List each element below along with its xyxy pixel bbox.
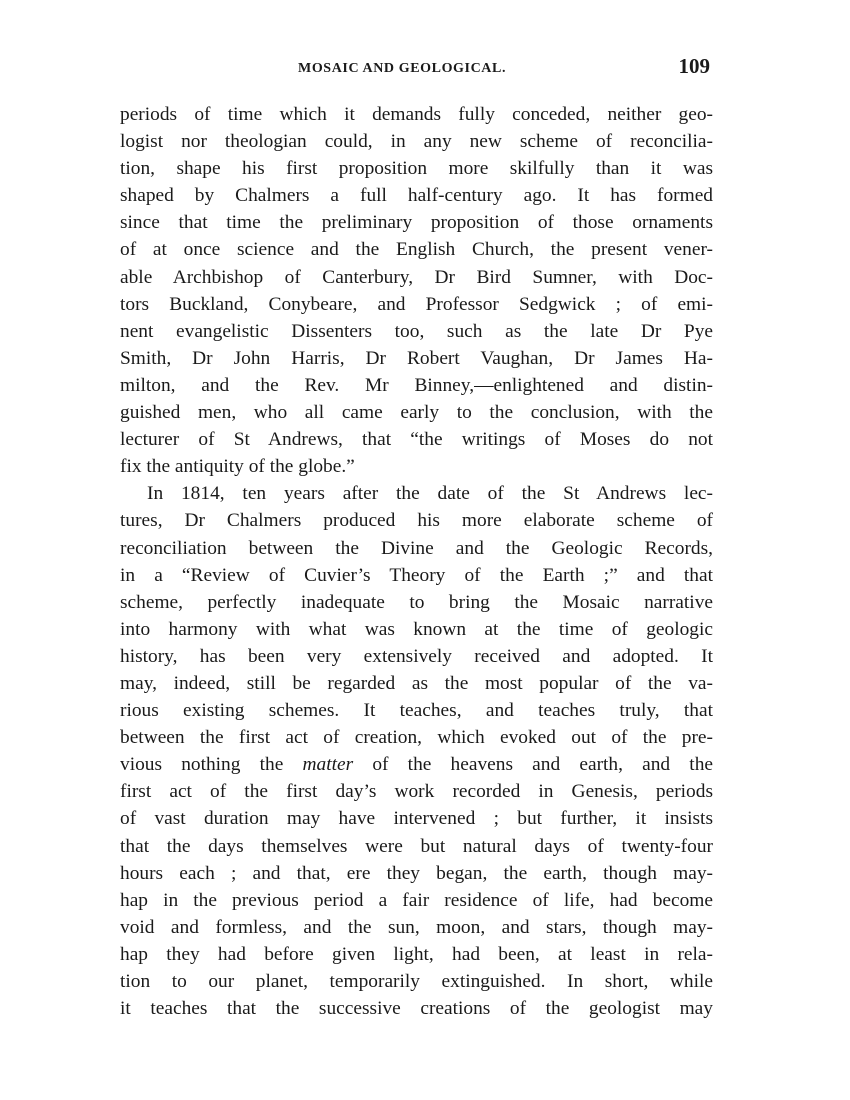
text-line: Smith, Dr John Harris, Dr Robert Vaughan, Dr James Ha- [120, 347, 713, 369]
text-line: void and formless, and the sun, moon, and stars, though may- [120, 916, 713, 938]
text-line: tion to our planet, temporarily extinguished. In short, while [120, 971, 713, 992]
text-line: In 1814, ten years after the date of the St Andrews lec- [147, 483, 713, 505]
text-line: history, has been very extensively received and adopted. It [120, 645, 713, 667]
text-line: guished men, who all came early to the conclusion, with the [120, 402, 713, 424]
emphasis-text: matter [302, 754, 354, 776]
text-line: since that time the preliminary proposition of those ornaments [120, 212, 713, 234]
text-line: that the days themselves were but natural days of twenty-four [120, 835, 713, 857]
text-line: tures, Dr Chalmers produced his more elaborate scheme of [120, 510, 713, 532]
text-line: able Archbishop of Canterbury, Dr Bird Sumner, with Doc- [120, 266, 713, 288]
text-line: may, indeed, still be regarded as the most popular of the va- [120, 672, 713, 694]
text-segment: of the heavens and earth, and the [372, 754, 713, 776]
text-line: hours each ; and that, ere they began, the earth, though may- [120, 862, 713, 884]
text-line: nent evangelistic Dissenters too, such as the late Dr Pye [120, 320, 713, 342]
running-title: MOSAIC AND GEOLOGICAL. [298, 61, 507, 76]
text-line: hap they had before given light, had been, at least in rela- [120, 943, 713, 965]
text-line: of at once science and the English Church, the present vener- [120, 239, 713, 261]
body-text [120, 101, 713, 1022]
text-line: periods of time which it demands fully conceded, neither geo- [120, 104, 713, 125]
text-line: tion, shape his first proposition more skilfully than it was [120, 158, 713, 180]
text-line: first act of the first day’s work recorded in Genesis, periods [120, 781, 713, 803]
text-segment: vious nothing the [120, 754, 284, 776]
text-line: logist nor theologian could, in any new scheme of reconcilia- [120, 131, 713, 153]
text-line: scheme, perfectly inadequate to bring the Mosaic narrative [120, 591, 713, 613]
text-line: between the first act of creation, which evoked out of the pre- [120, 727, 713, 749]
text-line: milton, and the Rev. Mr Binney,—enlightened and distin- [120, 374, 713, 396]
page-number: 109 [678, 54, 710, 78]
text-line [120, 751, 713, 778]
text-line: reconciliation between the Divine and the Geologic Records, [120, 537, 713, 559]
text-line: tors Buckland, Conybeare, and Professor Sedgwick ; of emi- [120, 293, 713, 315]
text-line: fix the antiquity of the globe.” [120, 456, 355, 478]
text-line: into harmony with what was known at the time of geologic [120, 618, 713, 640]
text-line: rious existing schemes. It teaches, and teaches truly, that [120, 700, 713, 722]
text-line: lecturer of St Andrews, that “the writings of Moses do not [120, 429, 713, 451]
text-line: it teaches that the successive creations of the geologist may [120, 998, 713, 1020]
text-line: shaped by Chalmers a full half-century ago. It has formed [120, 185, 713, 207]
text-line: of vast duration may have intervened ; but further, it insists [120, 808, 713, 830]
text-line: hap in the previous period a fair residence of life, had become [120, 889, 713, 911]
text-line: in a “Review of Cuvier’s Theory of the Earth ;” and that [120, 564, 713, 586]
